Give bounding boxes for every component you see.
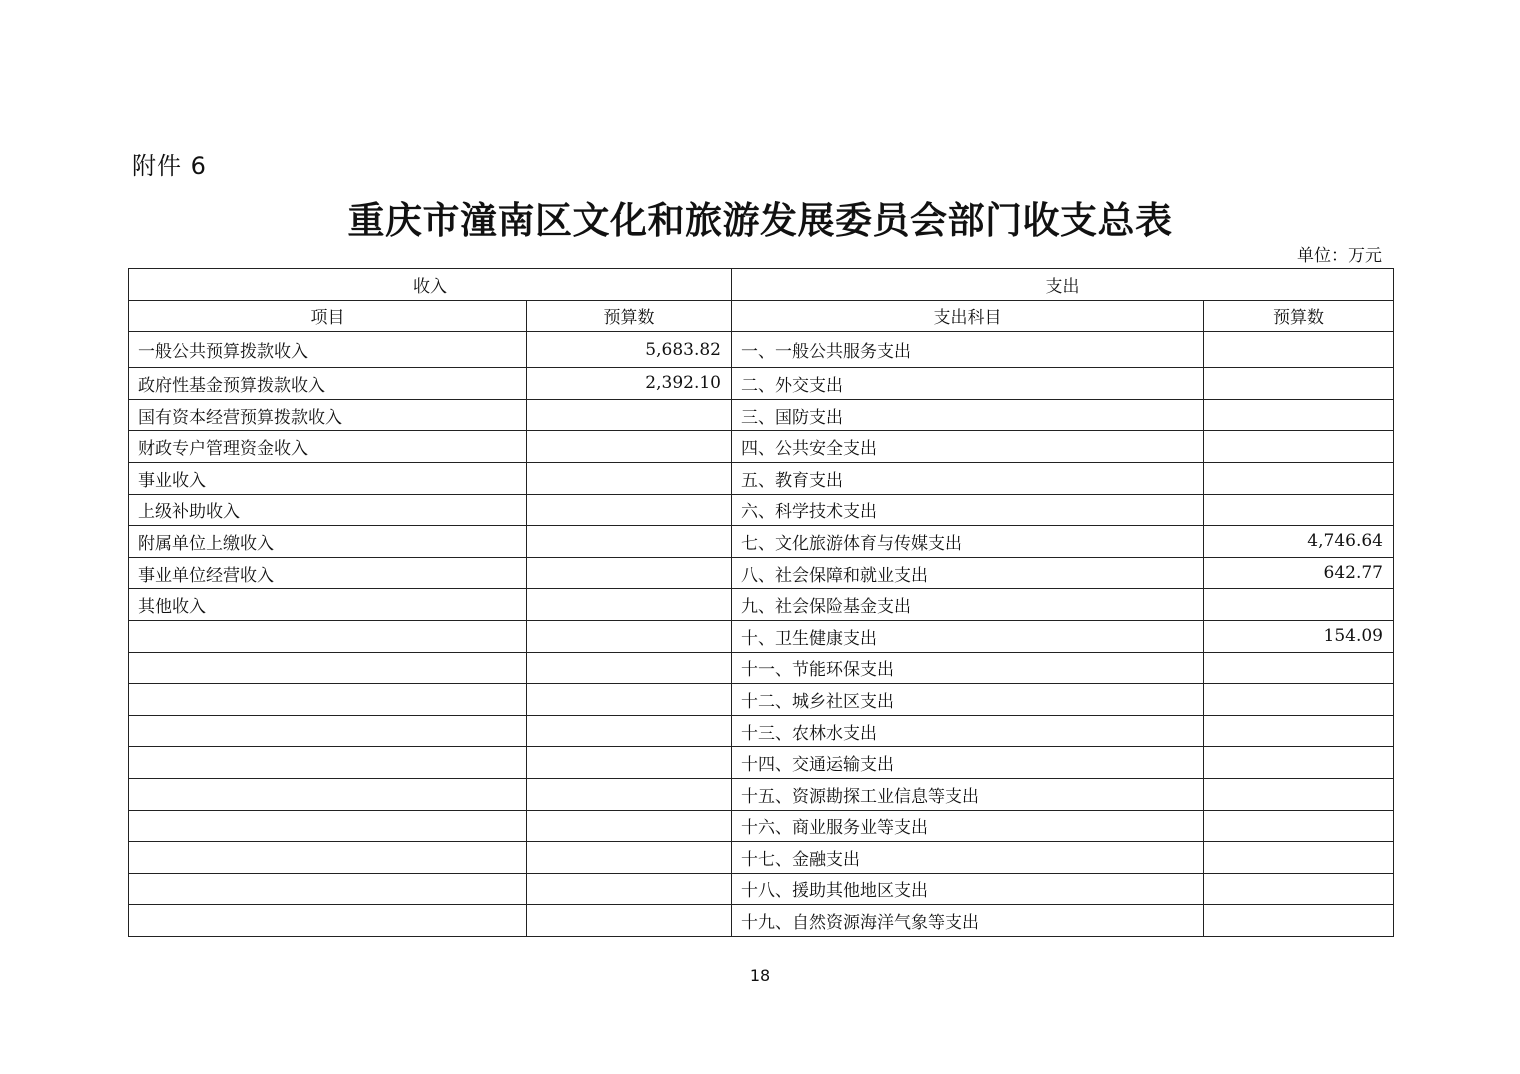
income-item-cell: 其他收入 (129, 589, 527, 621)
attachment-label: 附件 6 (132, 152, 207, 180)
income-item-cell: 附属单位上缴收入 (129, 526, 527, 558)
expenditure-item-cell: 三、国防支出 (732, 399, 1204, 431)
income-budget-cell (527, 589, 732, 621)
income-item-cell: 财政专户管理资金收入 (129, 431, 527, 463)
table-body (129, 332, 1394, 937)
expenditure-item-cell: 十三、农林水支出 (732, 715, 1204, 747)
income-budget-cell (527, 526, 732, 558)
expenditure-budget-cell (1204, 873, 1394, 905)
income-budget-cell (527, 747, 732, 779)
income-budget-cell: 5,683.82 (527, 332, 732, 368)
table-row (129, 842, 1394, 874)
income-budget-cell (527, 684, 732, 716)
income-item-cell (129, 747, 527, 779)
table-row (129, 810, 1394, 842)
expenditure-budget-cell: 154.09 (1204, 620, 1394, 652)
expenditure-budget-header: 预算数 (1204, 300, 1394, 332)
table-row (129, 684, 1394, 716)
income-item-cell: 上级补助收入 (129, 494, 527, 526)
table-row (129, 747, 1394, 779)
group-header-row (129, 269, 1394, 301)
table-row (129, 431, 1394, 463)
expenditure-budget-cell (1204, 842, 1394, 874)
income-budget-cell (527, 905, 732, 937)
expenditure-budget-cell (1204, 652, 1394, 684)
income-item-cell: 国有资本经营预算拨款收入 (129, 399, 527, 431)
table-row (129, 526, 1394, 558)
expenditure-item-cell: 八、社会保障和就业支出 (732, 557, 1204, 589)
table-row (129, 715, 1394, 747)
table-row (129, 873, 1394, 905)
income-budget-cell (527, 842, 732, 874)
expenditure-budget-cell (1204, 399, 1394, 431)
income-budget-cell (527, 431, 732, 463)
expenditure-item-cell: 二、外交支出 (732, 368, 1204, 400)
expenditure-item-cell: 一、一般公共服务支出 (732, 332, 1204, 368)
expenditure-group-header: 支出 (732, 269, 1394, 301)
income-budget-cell (527, 399, 732, 431)
expenditure-item-cell: 十七、金融支出 (732, 842, 1204, 874)
expenditure-item-cell: 十五、资源勘探工业信息等支出 (732, 778, 1204, 810)
income-item-cell: 事业收入 (129, 462, 527, 494)
page-number: 18 (749, 966, 771, 985)
expenditure-item-cell: 十六、商业服务业等支出 (732, 810, 1204, 842)
income-budget-header: 预算数 (527, 300, 732, 332)
expenditure-item-cell: 十一、节能环保支出 (732, 652, 1204, 684)
expenditure-item-cell: 六、科学技术支出 (732, 494, 1204, 526)
expenditure-item-cell: 十九、自然资源海洋气象等支出 (732, 905, 1204, 937)
income-budget-cell (527, 810, 732, 842)
income-item-cell (129, 652, 527, 684)
income-item-cell: 事业单位经营收入 (129, 557, 527, 589)
income-item-cell (129, 810, 527, 842)
income-item-cell: 政府性基金预算拨款收入 (129, 368, 527, 400)
expenditure-item-cell: 九、社会保险基金支出 (732, 589, 1204, 621)
income-budget-cell (527, 557, 732, 589)
budget-summary-table (128, 268, 1394, 937)
income-item-cell (129, 873, 527, 905)
expenditure-item-cell: 十四、交通运输支出 (732, 747, 1204, 779)
expenditure-item-cell: 十、卫生健康支出 (732, 620, 1204, 652)
expenditure-item-cell: 七、文化旅游体育与传媒支出 (732, 526, 1204, 558)
table-row (129, 368, 1394, 400)
expenditure-budget-cell (1204, 905, 1394, 937)
table-row (129, 399, 1394, 431)
income-item-cell (129, 715, 527, 747)
expenditure-budget-cell (1204, 684, 1394, 716)
expenditure-budget-cell (1204, 431, 1394, 463)
expenditure-budget-cell (1204, 494, 1394, 526)
table-row (129, 589, 1394, 621)
table-row (129, 905, 1394, 937)
income-budget-cell (527, 494, 732, 526)
expenditure-budget-cell: 642.77 (1204, 557, 1394, 589)
income-item-cell (129, 842, 527, 874)
table-row (129, 494, 1394, 526)
expenditure-item-cell: 十二、城乡社区支出 (732, 684, 1204, 716)
unit-label: 单位：万元 (1297, 246, 1382, 266)
expenditure-budget-cell: 4,746.64 (1204, 526, 1394, 558)
expenditure-budget-cell (1204, 778, 1394, 810)
expenditure-budget-cell (1204, 589, 1394, 621)
income-item-header: 项目 (129, 300, 527, 332)
income-item-cell (129, 620, 527, 652)
income-budget-cell (527, 620, 732, 652)
expenditure-item-cell: 四、公共安全支出 (732, 431, 1204, 463)
expenditure-budget-cell (1204, 715, 1394, 747)
expenditure-item-cell: 五、教育支出 (732, 462, 1204, 494)
income-budget-cell (527, 462, 732, 494)
income-budget-cell (527, 715, 732, 747)
table-row (129, 620, 1394, 652)
table-row (129, 652, 1394, 684)
income-item-cell: 一般公共预算拨款收入 (129, 332, 527, 368)
income-item-cell (129, 778, 527, 810)
income-item-cell (129, 684, 527, 716)
document-title: 重庆市潼南区文化和旅游发展委员会部门收支总表 (347, 198, 1173, 242)
income-group-header: 收入 (129, 269, 732, 301)
expenditure-budget-cell (1204, 810, 1394, 842)
income-budget-cell (527, 873, 732, 905)
income-budget-cell (527, 778, 732, 810)
income-budget-cell: 2,392.10 (527, 368, 732, 400)
table-row (129, 557, 1394, 589)
table-row (129, 332, 1394, 368)
table-row (129, 778, 1394, 810)
column-header-row (129, 300, 1394, 332)
expenditure-budget-cell (1204, 462, 1394, 494)
income-budget-cell (527, 652, 732, 684)
expenditure-item-cell: 十八、援助其他地区支出 (732, 873, 1204, 905)
expenditure-budget-cell (1204, 747, 1394, 779)
expenditure-item-header: 支出科目 (732, 300, 1204, 332)
income-item-cell (129, 905, 527, 937)
table-row (129, 462, 1394, 494)
expenditure-budget-cell (1204, 332, 1394, 368)
expenditure-budget-cell (1204, 368, 1394, 400)
